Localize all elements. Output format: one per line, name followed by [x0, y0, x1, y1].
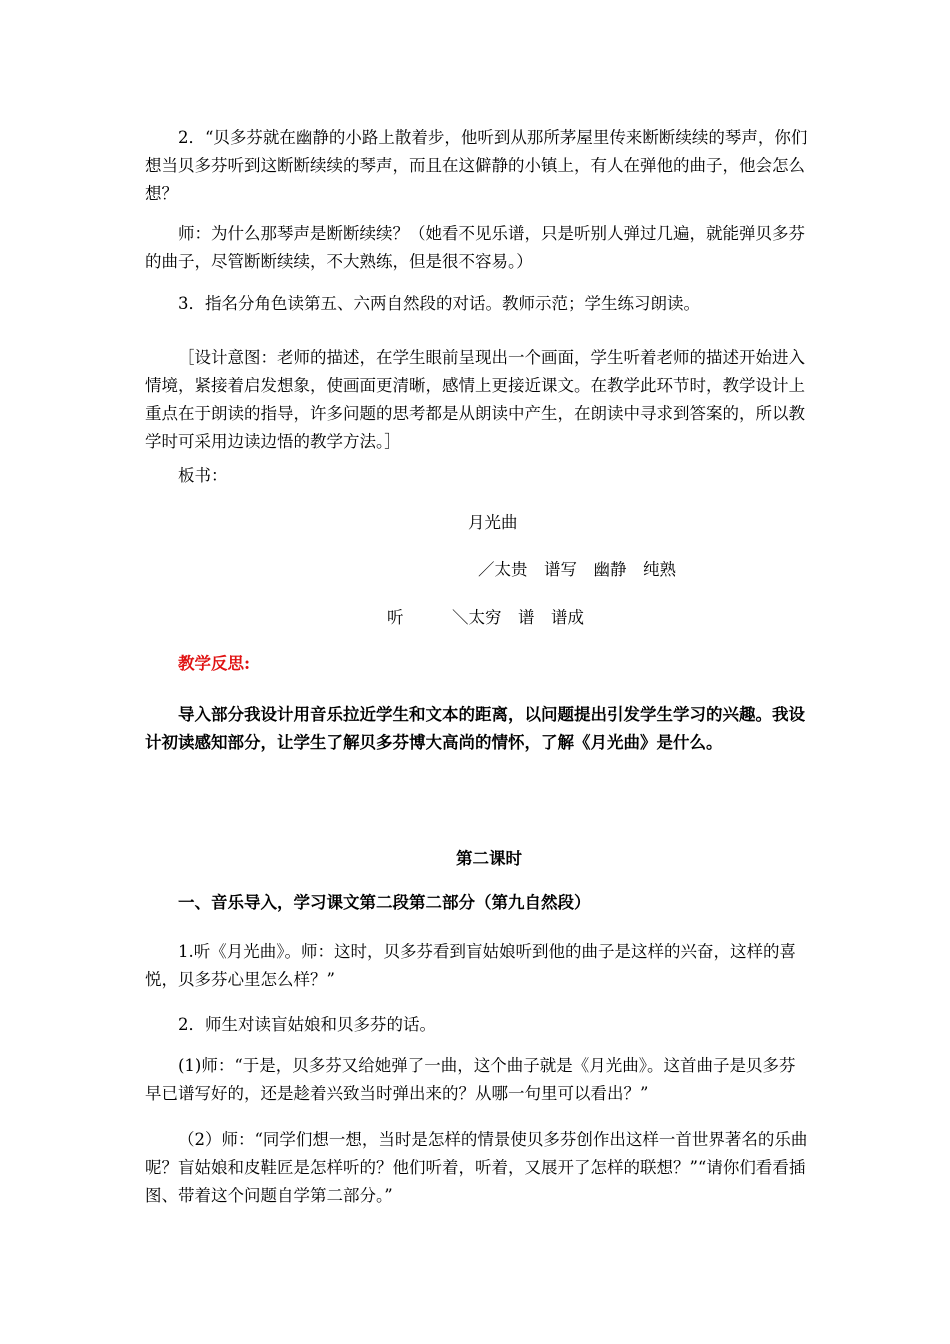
paragraph-step-1: 1.听《月光曲》。师：这时，贝多芬看到盲姑娘听到他的曲子是这样的兴奋，这样的喜悦，贝多芬心里怎么样？” [145, 942, 796, 989]
reflection-text: 导入部分我设计用音乐拉近学生和文本的距离，以问题提出引发学生学习的兴趣。我设计初读感知部分，让学生了解贝多芬博大高尚的情怀，了解《月光曲》是什么。 [145, 705, 805, 752]
board-line-lower: ＼太穷 谱 谱成 [452, 608, 584, 627]
paragraph-question-2: 2．“贝多芬就在幽静的小路上散着步，他听到从那所茅屋里传来断断续续的琴声，你们想当贝多芬听到这断断续续的琴声，而且在这僻静的小镇上，有人在弹他的曲子，他会怎么想？ [145, 128, 808, 203]
paragraph-step-2: 2．师生对读盲姑娘和贝多芬的话。 [178, 1015, 436, 1034]
lesson-2-title: 第二课时 [456, 849, 522, 868]
board-listen: 听 [387, 608, 404, 627]
board-label: 板书： [178, 466, 228, 485]
reflection-title: 教学反思: [178, 654, 251, 673]
paragraph-teacher-question: 师：为什么那琴声是断断续续？（她看不见乐谱，只是听别人弹过几遍，就能弹贝多芬的曲子，尽管断断续续，不大熟练，但是很不容易。） [145, 224, 805, 271]
board-line-upper: ／太贵 谱写 幽静 纯熟 [478, 560, 676, 579]
paragraph-step-2-2: （2）师：“同学们想一想，当时是怎样的情景使贝多芬创作出这样一首世界著名的乐曲呢？盲姑娘和皮鞋匠是怎样听的？他们听着，听着，又展开了怎样的联想？”“请你们看看插图、带着这个问题自学第二部分。” [145, 1130, 808, 1205]
paragraph-question-3: 3．指名分角色读第五、六两自然段的对话。教师示范；学生练习朗读。 [178, 294, 700, 313]
board-title: 月光曲 [468, 513, 518, 532]
paragraph-design-intent: ［设计意图：老师的描述，在学生眼前呈现出一个画面，学生听着老师的描述开始进入情境，紧接着启发想象，使画面更清晰，感情上更接近课文。在教学此环节时，教学设计上重点在于朗读的指导，许多问题的思考都是从朗读中产生，在朗读中寻求到答案的，所以教学时可采用边读边悟的教学方法。］ [145, 348, 805, 451]
paragraph-step-2-1: (1)师：“于是，贝多芬又给她弹了一曲，这个曲子就是《月光曲》。这首曲子是贝多芬早已谱写好的，还是趁着兴致当时弹出来的？从哪一句里可以看出？” [145, 1056, 796, 1103]
section-1-title: 一、音乐导入，学习课文第二段第二部分（第九自然段） [178, 893, 591, 912]
